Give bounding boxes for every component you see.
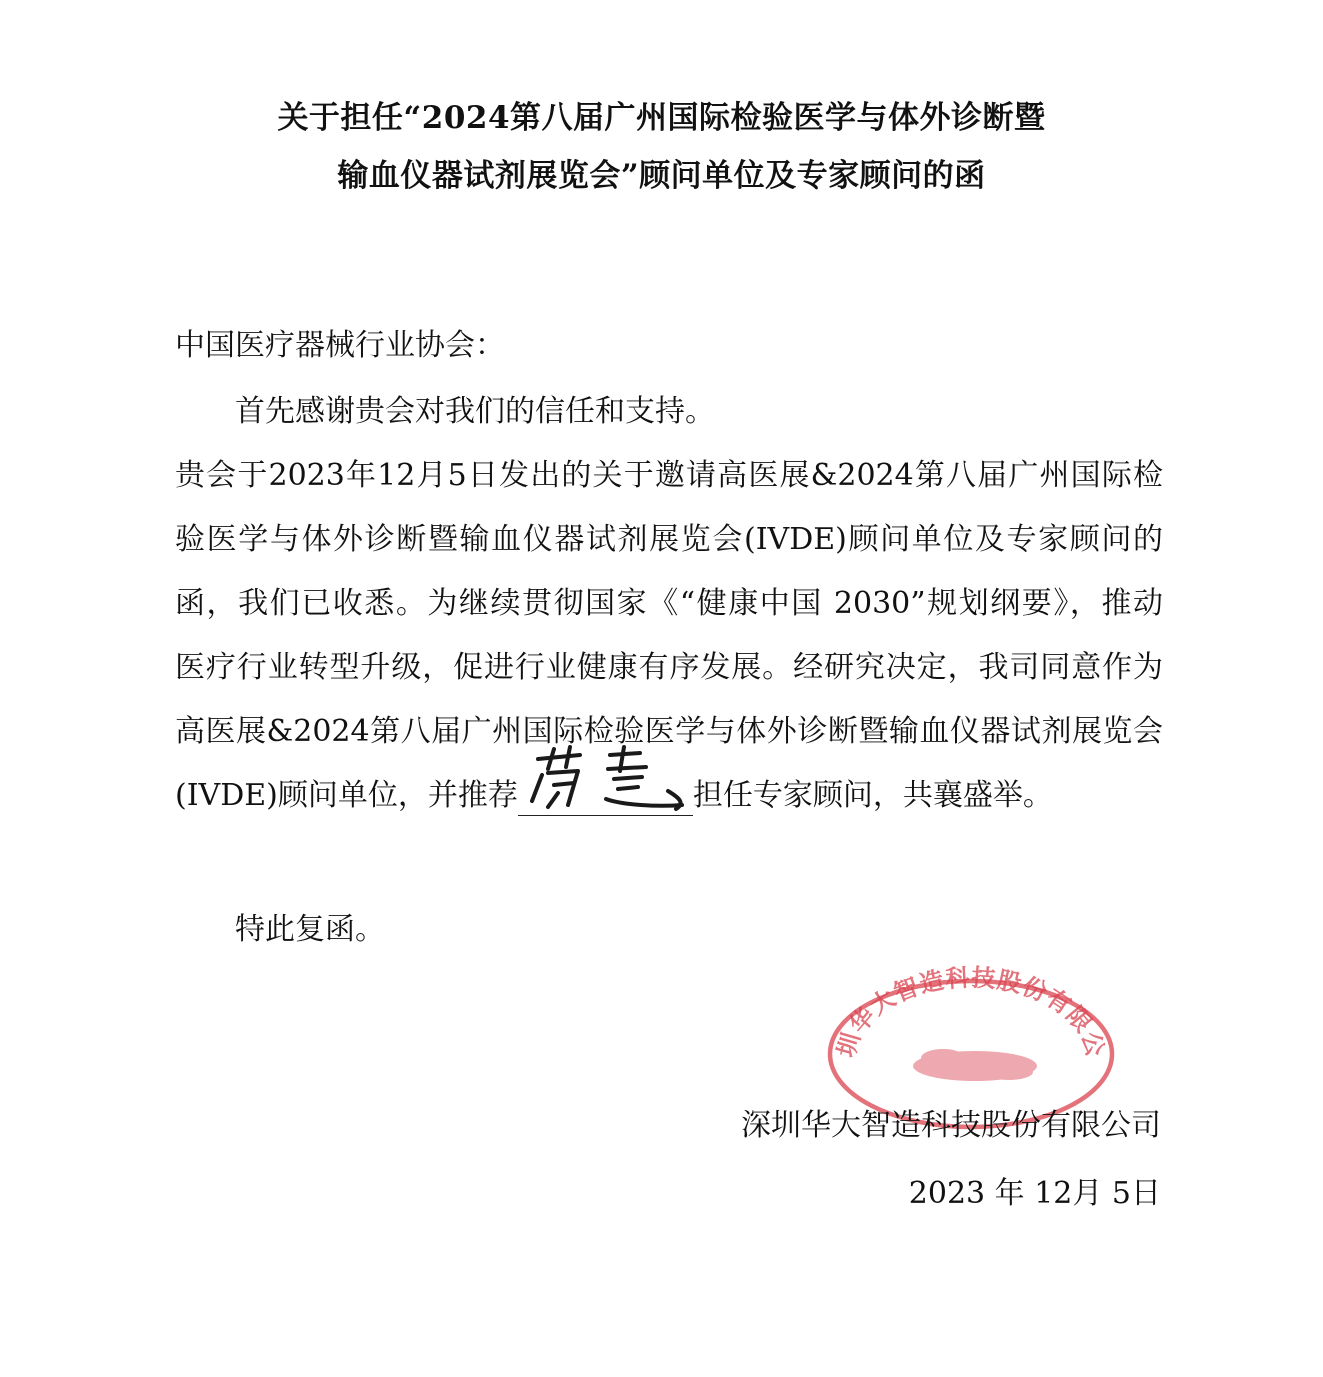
body-line-6 — [175, 776, 1053, 816]
closing: 特此复函。 — [235, 912, 385, 947]
body-line-2: 验医学与体外诊断暨输血仪器试剂展览会(IVDE)顾问单位及专家顾问的 — [175, 522, 1163, 557]
company-name: 深圳华大智造科技股份有限公司 — [741, 1108, 1161, 1143]
body-line-1: 贵会于2023年12月5日发出的关于邀请高医展&2024第八届广州国际检 — [175, 458, 1163, 493]
body-line-6-after: 担任专家顾问，共襄盛举。 — [692, 778, 1053, 813]
seal-text: 圳华大智造科技股份有限公 — [831, 962, 1111, 1061]
thanks-paragraph: 首先感谢贵会对我们的信任和支持。 — [235, 394, 715, 429]
body-line-3: 函，我们已收悉。为继续贯彻国家《“健康中国 2030”规划纲要》，推动 — [175, 586, 1163, 621]
signature-blank — [518, 781, 693, 816]
body-line-4: 医疗行业转型升级，促进行业健康有序发展。经研究决定，我司同意作为 — [175, 650, 1163, 685]
handwritten-signature — [518, 745, 698, 815]
salutation: 中国医疗器械行业协会： — [175, 328, 505, 363]
letter-title-line-1: 关于担任“2024第八届广州国际检验医学与体外诊断暨 — [277, 100, 1046, 136]
body-line-5: 高医展&2024第八届广州国际检验医学与体外诊断暨输血仪器试剂展览会 — [175, 714, 1163, 749]
letter-date: 2023 年 12月 5日 — [908, 1176, 1161, 1211]
body-line-6-before: (IVDE)顾问单位，并推荐 — [175, 778, 518, 813]
letter-title-line-2: 输血仪器试剂展览会”顾问单位及专家顾问的函 — [337, 158, 986, 194]
